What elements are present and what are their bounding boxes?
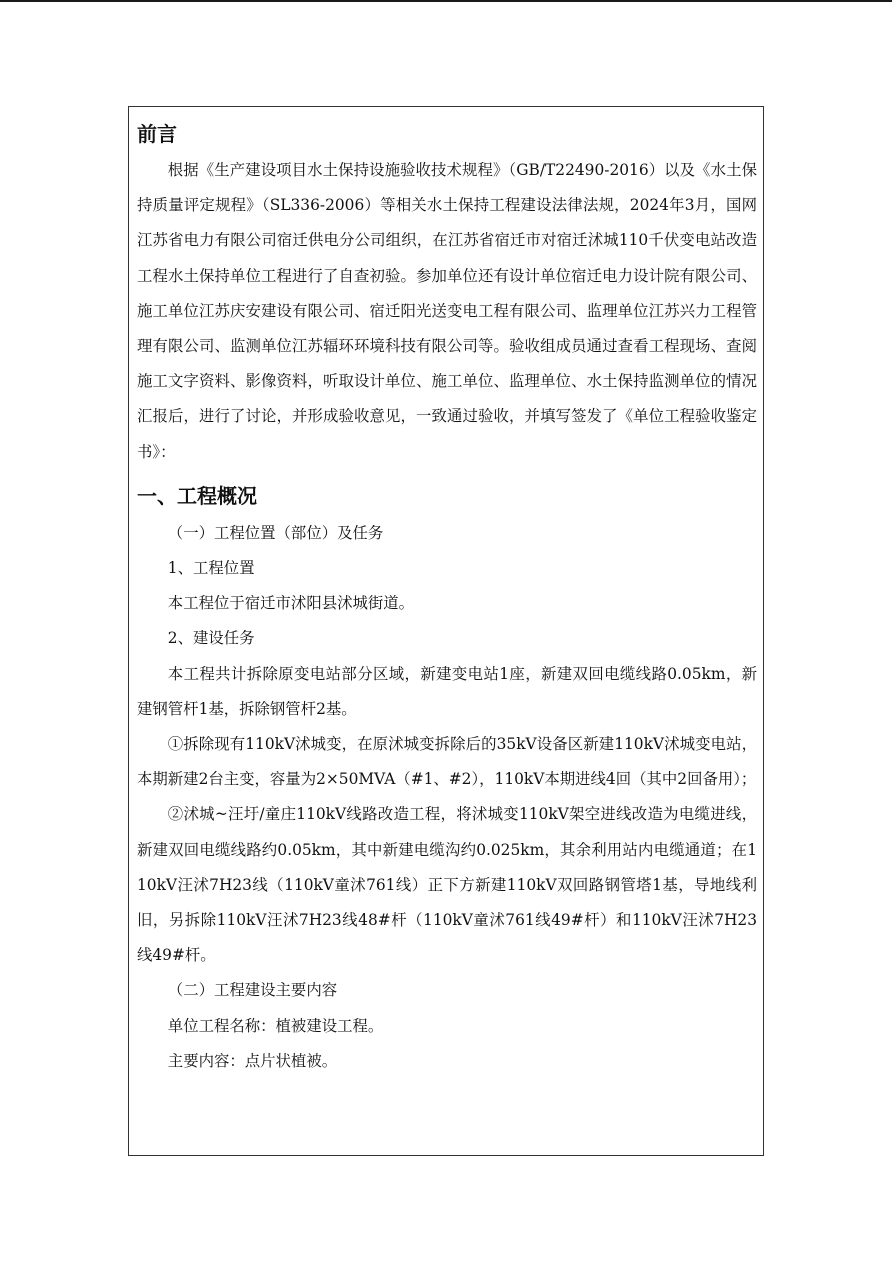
task-point-1: ①拆除现有110kV沭城变，在原沭城变拆除后的35kV设备区新建110kV沭城变电站，本期新建2台主变，容量为2×50MVA（#1、#2），110kV本期进线4回（其中2回备用）； <box>137 735 757 789</box>
item-task-title: 2、建设任务 <box>167 629 255 648</box>
document-frame <box>128 106 764 1156</box>
preface-paragraph: 根据《生产建设项目水土保持设施验收技术规程》（GB/T22490-2016）以及《水土保持质量评定规程》（SL336-2006）等相关水土保持工程建设法律法规，2024年3月，国网江苏省电力有限公司宿迁供电分公司组织，在江苏省宿迁市对宿迁沭城110千伏变电站改造工程水土保持单位工程进行了自查初验。参加单位还有设计单位宿迁电力设计院有限公司、施工单位江苏庆安建设有限公司、宿迁阳光送变电工程有限公司、监理单位江苏兴力工程管理有限公司、监测单位江苏辐环环境科技有限公司等。验收组成员通过查看工程现场、查阅施工文字资料、影像资料，听取设计单位、施工单位、监理单位、水土保持监测单位的情况汇报后，进行了讨论，并形成验收意见，一致通过验收，并填写签发了《单位工程验收鉴定书》： <box>137 161 757 461</box>
item-task-text: 本工程共计拆除原变电站部分区域，新建变电站1座，新建双回电缆线路0.05km，新建钢管杆1基，拆除钢管杆2基。 <box>137 664 757 718</box>
preface-heading: 前言 <box>137 122 177 146</box>
document-body <box>137 117 757 1079</box>
main-content: 主要内容：点片状植被。 <box>167 1051 338 1070</box>
section-1-heading: 一、工程概况 <box>137 483 257 508</box>
item-location-title: 1、工程位置 <box>167 559 255 578</box>
task-point-2: ②沭城~汪圩/童庄110kV线路改造工程，将沭城变110kV架空进线改造为电缆进线，新建双回电缆线路约0.05km，其中新建电缆沟约0.025km，其余利用站内电缆通道；在110kV汪沭7H23线（110kV童沭761线）正下方新建110kV双回路钢管塔1基，导地线利旧，另拆除110kV汪沭7H23线48#杆（110kV童沭761线49#杆）和110kV汪沭7H23线49#杆。 <box>137 805 757 965</box>
subsection-location-heading: （一）工程位置（部位）及任务 <box>167 523 384 542</box>
page-top-edge <box>0 0 892 2</box>
item-location-text: 本工程位于宿迁市沭阳县沭城街道。 <box>167 594 415 613</box>
unit-project-name: 单位工程名称：植被建设工程。 <box>167 1016 384 1035</box>
subsection-content-heading: （二）工程建设主要内容 <box>167 981 338 1000</box>
